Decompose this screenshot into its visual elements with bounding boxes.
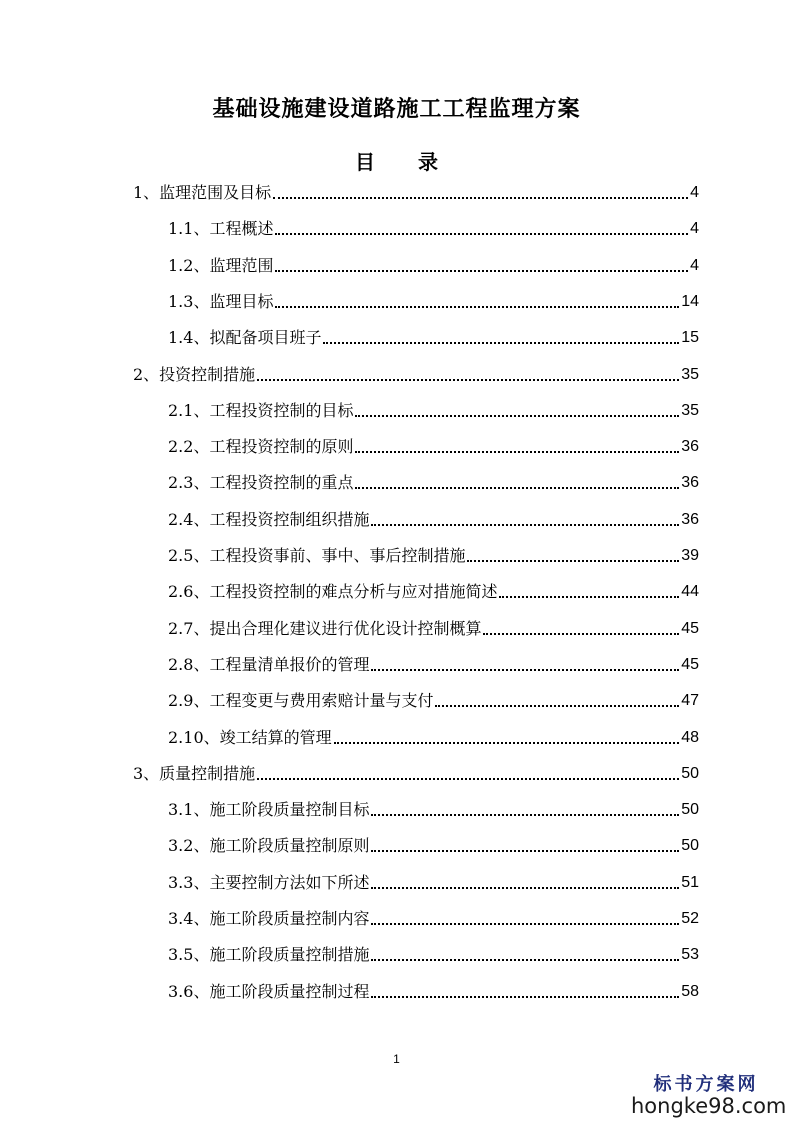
toc-entry-page: 36 <box>681 438 699 456</box>
toc-entry[interactable] <box>168 432 699 458</box>
toc-leader-dots <box>323 342 679 344</box>
toc-entry[interactable] <box>168 723 699 749</box>
toc-entry[interactable] <box>168 868 699 894</box>
toc-leader-dots <box>371 996 679 998</box>
toc-entry[interactable] <box>168 541 699 567</box>
toc-entry-text: 3.2、施工阶段质量控制原则 <box>168 836 370 856</box>
toc-entry[interactable] <box>168 650 699 676</box>
toc-entry-text: 2.5、工程投资事前、事中、事后控制措施 <box>168 546 466 565</box>
toc-entry-text: 2.6、工程投资控制的难点分析与应对措施简述 <box>168 582 498 602</box>
toc-leader-dots <box>275 270 688 272</box>
toc-entry[interactable] <box>168 795 699 821</box>
toc-entry-text: 1.2、监理范围 <box>168 255 274 275</box>
toc-entry-page: 36 <box>681 474 699 492</box>
toc-entry-page: 50 <box>681 837 699 855</box>
toc-entry[interactable] <box>168 214 699 240</box>
toc-entry[interactable] <box>168 977 699 1003</box>
toc-entry-page: 44 <box>681 583 699 601</box>
toc-leader-dots <box>371 887 679 889</box>
toc-entry-text: 3.1、施工阶段质量控制目标 <box>168 800 370 820</box>
document-title: 基础设施建设道路施工工程监理方案 <box>212 97 581 122</box>
toc-entry-page: 51 <box>681 873 699 891</box>
watermark-url: hongke98.com <box>631 1094 787 1118</box>
toc-leader-dots <box>483 633 679 635</box>
toc-leader-dots <box>435 705 679 707</box>
watermark-name: 标书方案网 <box>653 1074 759 1095</box>
toc-entry-text: 3、质量控制措施 <box>133 763 256 783</box>
toc-entry-page: 4 <box>690 220 699 238</box>
toc-entry[interactable] <box>133 178 699 204</box>
toc-entry[interactable] <box>133 759 699 785</box>
toc-entry-text: 1.3、监理目标 <box>168 291 274 311</box>
toc-entry-page: 4 <box>690 256 699 274</box>
toc-entry-text: 1.1、工程概述 <box>168 219 274 239</box>
toc-entry-page: 14 <box>681 292 699 310</box>
toc-leader-dots <box>499 596 679 598</box>
toc-entry-text: 2.1、工程投资控制的目标 <box>168 400 354 420</box>
toc-entry-page: 53 <box>681 946 699 964</box>
toc-entry-page: 48 <box>681 728 699 746</box>
toc-entry[interactable] <box>168 468 699 494</box>
toc-entry-page: 58 <box>681 982 699 1000</box>
toc-leader-dots <box>273 197 688 199</box>
toc-entry[interactable] <box>168 940 699 966</box>
toc-entry-text: 2.2、工程投资控制的原则 <box>168 437 354 457</box>
toc-entry-text: 3.3、主要控制方法如下所述 <box>168 872 370 892</box>
toc-heading: 目 录 <box>355 150 456 174</box>
toc-entry[interactable] <box>168 614 699 640</box>
page-number: 1 <box>393 1052 400 1066</box>
toc-leader-dots <box>371 669 679 671</box>
toc-leader-dots <box>275 306 679 308</box>
toc-entry-page: 35 <box>681 365 699 383</box>
toc-entry[interactable] <box>168 831 699 857</box>
toc-entry-text: 2.8、工程量清单报价的管理 <box>168 654 370 674</box>
toc-entry[interactable] <box>168 577 699 603</box>
toc-entry-text: 2.7、提出合理化建议进行优化设计控制概算 <box>168 618 482 638</box>
toc-entry-page: 35 <box>681 401 699 419</box>
toc-entry-text: 2.4、工程投资控制组织措施 <box>168 509 370 529</box>
toc-entry[interactable] <box>168 904 699 930</box>
toc-leader-dots <box>371 814 679 816</box>
toc-entry-page: 39 <box>681 547 699 564</box>
toc-leader-dots <box>371 850 679 852</box>
site-watermark <box>631 1070 787 1118</box>
toc-entry-page: 36 <box>681 510 699 528</box>
toc-entry-text: 2.3、工程投资控制的重点 <box>168 473 354 493</box>
toc-leader-dots <box>334 742 680 744</box>
toc-leader-dots <box>257 379 679 381</box>
toc-entry[interactable] <box>168 251 699 277</box>
toc-entry-page: 52 <box>681 910 699 927</box>
toc-entry-text: 2、投资控制措施 <box>133 364 256 384</box>
toc-leader-dots <box>467 560 679 562</box>
toc-leader-dots <box>355 415 679 417</box>
toc-entry-text: 2.9、工程变更与费用索赔计量与支付 <box>168 691 434 711</box>
toc-entry-page: 50 <box>681 764 699 782</box>
toc-leader-dots <box>355 487 679 489</box>
toc-entry-page: 50 <box>681 801 699 819</box>
toc-entry[interactable] <box>168 505 699 531</box>
toc-entry-page: 4 <box>690 184 699 201</box>
toc-entry-page: 47 <box>681 692 699 710</box>
toc-entry-text: 1、监理范围及目标 <box>133 183 272 202</box>
toc-leader-dots <box>257 778 679 780</box>
toc-entry[interactable] <box>168 323 699 349</box>
toc-leader-dots <box>371 959 679 961</box>
toc-entry[interactable] <box>133 360 699 386</box>
toc-leader-dots <box>275 233 688 235</box>
toc-entry[interactable] <box>168 396 699 422</box>
toc-entry[interactable] <box>168 686 699 712</box>
toc-entry-page: 45 <box>681 619 699 637</box>
toc-entry-text: 3.5、施工阶段质量控制措施 <box>168 945 370 965</box>
toc-entry[interactable] <box>168 287 699 313</box>
toc-entry-text: 3.6、施工阶段质量控制过程 <box>168 981 370 1001</box>
toc-leader-dots <box>355 451 679 453</box>
toc-entry-page: 45 <box>681 655 699 673</box>
toc-entry-text: 2.10、竣工结算的管理 <box>168 727 332 747</box>
toc-entry-text: 1.4、拟配备项目班子 <box>168 328 322 348</box>
toc-entry-text: 3.4、施工阶段质量控制内容 <box>168 909 370 928</box>
toc-leader-dots <box>371 923 679 925</box>
toc-entry-page: 15 <box>681 329 699 347</box>
toc-leader-dots <box>371 524 679 526</box>
